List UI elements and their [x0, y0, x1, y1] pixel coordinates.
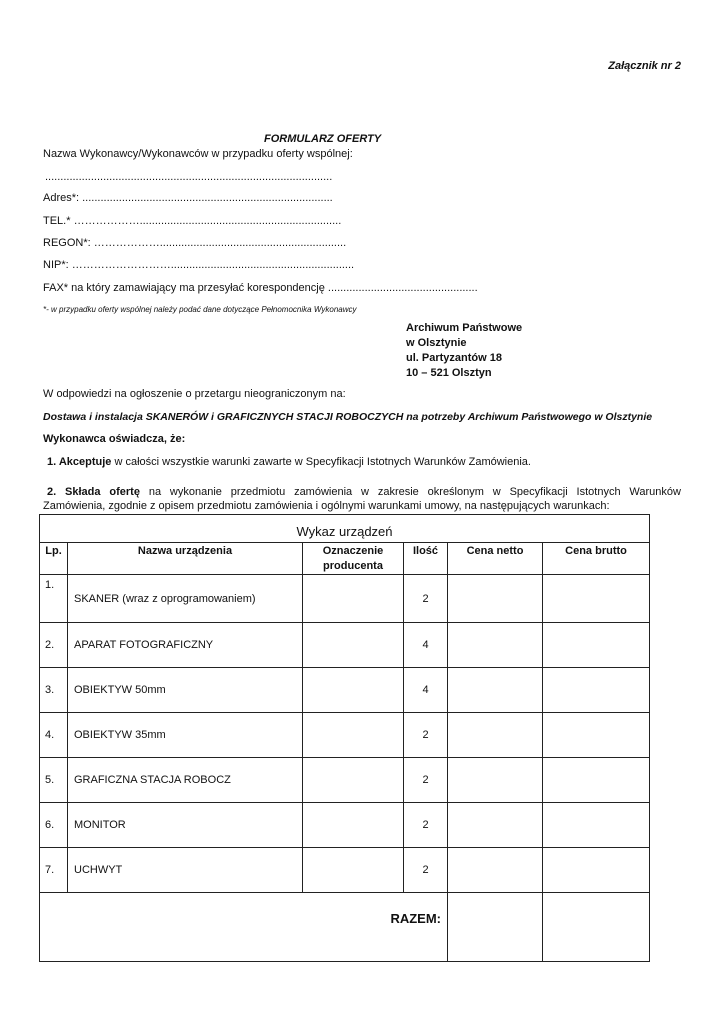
order-subject: Dostawa i instalacja SKANERÓW i GRAFICZNYCH STACJI ROBOCZYCH na potrzeby Archiwum Państwowego w Olsztynie: [43, 411, 653, 423]
nip-field[interactable]: NIP*: ………………………............................................................: [43, 259, 355, 271]
row-name: APARAT FOTOGRAFICZNY: [68, 623, 303, 668]
row-qty: 2: [404, 803, 448, 848]
header-qty: Ilość: [404, 543, 448, 575]
row-net-price-cell[interactable]: [448, 758, 543, 803]
row-gross-price-cell[interactable]: [543, 848, 650, 893]
row-producer-cell[interactable]: [303, 848, 404, 893]
header-gross: Cena brutto: [543, 543, 650, 575]
row-net-price-cell[interactable]: [448, 668, 543, 713]
row-producer-cell[interactable]: [303, 758, 404, 803]
table-row: [40, 575, 650, 623]
row-producer-cell[interactable]: [303, 713, 404, 758]
form-title: FORMULARZ OFERTY: [264, 133, 382, 145]
table-row: [40, 713, 650, 758]
row-net-price-cell[interactable]: [448, 803, 543, 848]
address-field[interactable]: Adres*: ..................................................................................: [43, 192, 333, 204]
header-lp: Lp.: [40, 543, 68, 575]
point-1-lead: 1. Akceptuje: [47, 456, 112, 468]
row-net-price-cell[interactable]: [448, 575, 543, 623]
row-gross-price-cell[interactable]: [543, 668, 650, 713]
attachment-label: Załącznik nr 2: [608, 60, 681, 72]
row-producer-cell[interactable]: [303, 575, 404, 623]
total-label: RAZEM:: [40, 893, 448, 962]
row-lp: 5.: [40, 758, 68, 803]
row-net-price-cell[interactable]: [448, 623, 543, 668]
row-lp: 6.: [40, 803, 68, 848]
total-net-cell[interactable]: [448, 893, 543, 962]
row-gross-price-cell[interactable]: [543, 623, 650, 668]
table-total-row: [40, 893, 650, 962]
row-qty: 2: [404, 848, 448, 893]
row-net-price-cell[interactable]: [448, 848, 543, 893]
header-name: Nazwa urządzenia: [68, 543, 303, 575]
row-producer-cell[interactable]: [303, 803, 404, 848]
row-gross-price-cell[interactable]: [543, 803, 650, 848]
point-1: [47, 456, 531, 468]
row-lp: 4.: [40, 713, 68, 758]
table-row: [40, 623, 650, 668]
row-lp: 3.: [40, 668, 68, 713]
row-producer-cell[interactable]: [303, 623, 404, 668]
row-name: MONITOR: [68, 803, 303, 848]
devices-table: [39, 514, 650, 962]
row-gross-price-cell[interactable]: [543, 575, 650, 623]
row-name: UCHWYT: [68, 848, 303, 893]
row-qty: 4: [404, 668, 448, 713]
recipient-line: ul. Partyzantów 18: [406, 352, 502, 364]
table-row: [40, 848, 650, 893]
tel-field[interactable]: TEL.* ………………..................................................................: [43, 215, 342, 227]
row-qty: 2: [404, 713, 448, 758]
table-row: [40, 758, 650, 803]
row-lp: 2.: [40, 623, 68, 668]
table-row: [40, 803, 650, 848]
row-name: OBIEKTYW 35mm: [68, 713, 303, 758]
contractor-name-field[interactable]: ..............................................................................................: [45, 171, 333, 183]
recipient-line: 10 – 521 Olsztyn: [406, 367, 492, 379]
row-lp: 1.: [40, 575, 68, 623]
row-name: GRAFICZNA STACJA ROBOCZ: [68, 758, 303, 803]
header-net: Cena netto: [448, 543, 543, 575]
point-1-text: w całości wszystkie warunki zawarte w Specyfikacji Istotnych Warunków Zamówienia.: [111, 456, 531, 468]
intro-text: W odpowiedzi na ogłoszenie o przetargu nieograniczonym na:: [43, 388, 346, 400]
row-lp: 7.: [40, 848, 68, 893]
row-qty: 2: [404, 758, 448, 803]
header-producer: Oznaczenie producenta: [303, 543, 404, 575]
point-2-line-1: [47, 486, 681, 498]
row-net-price-cell[interactable]: [448, 713, 543, 758]
point-2-line-2: Zamówienia, zgodnie z opisem przedmiotu zamówienia i ogólnymi warunkami umowy, na następujących warunkach:: [43, 500, 610, 512]
table-row: [40, 668, 650, 713]
total-gross-cell[interactable]: [543, 893, 650, 962]
point-2-text: na wykonanie przedmiotu zamówienia w zakresie określonym w Specyfikacji Istotnych Warunków: [139, 486, 681, 498]
contractor-name-label: Nazwa Wykonawcy/Wykonawców w przypadku oferty wspólnej:: [43, 148, 353, 160]
row-name: OBIEKTYW 50mm: [68, 668, 303, 713]
recipient-line: w Olsztynie: [406, 337, 467, 349]
regon-field[interactable]: REGON*: ……………….............................................................: [43, 237, 347, 249]
fax-field[interactable]: FAX* na który zamawiający ma przesyłać korespondencję .................................................: [43, 282, 478, 294]
row-gross-price-cell[interactable]: [543, 758, 650, 803]
row-name: SKANER (wraz z oprogramowaniem): [68, 575, 303, 623]
point-2-lead: 2. Składa ofertę: [47, 486, 140, 498]
row-producer-cell[interactable]: [303, 668, 404, 713]
row-gross-price-cell[interactable]: [543, 713, 650, 758]
declares-heading: Wykonawca oświadcza, że:: [43, 433, 186, 445]
row-qty: 2: [404, 575, 448, 623]
footnote: *- w przypadku oferty wspólnej należy podać dane dotyczące Pełnomocnika Wykonawcy: [43, 305, 357, 314]
table-header-row: [40, 543, 650, 575]
table-title: Wykaz urządzeń: [40, 515, 650, 541]
row-qty: 4: [404, 623, 448, 668]
recipient-line: Archiwum Państwowe: [406, 322, 523, 334]
recipient-address: [406, 321, 522, 381]
